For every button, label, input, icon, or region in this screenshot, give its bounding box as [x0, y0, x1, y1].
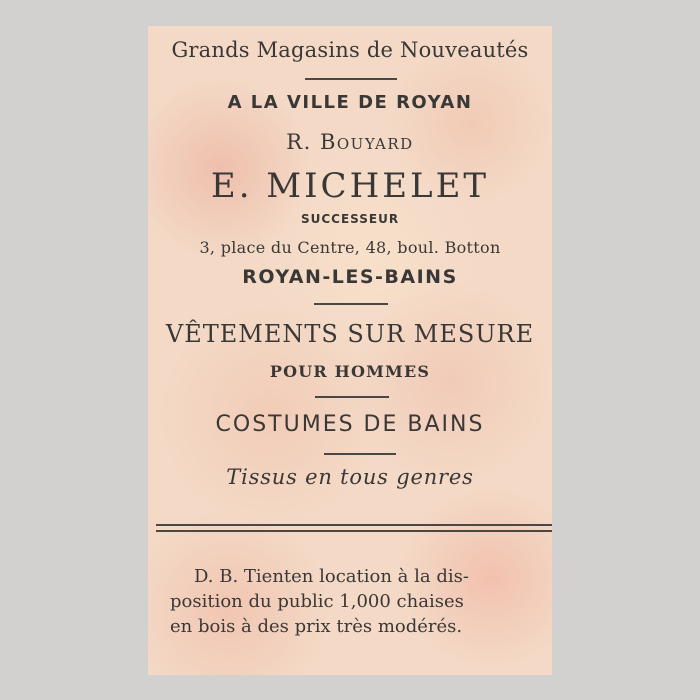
city: ROYAN-LES-BAINS	[242, 266, 458, 288]
fabrics-line: Tissus en tous genres	[226, 465, 474, 489]
header-text: Grands Magasins de Nouveautés	[171, 38, 529, 62]
divider-2	[314, 303, 388, 305]
notice-line: D. B. Tienten location à la dis-	[194, 566, 469, 587]
double-rule-bottom	[156, 530, 552, 532]
divider-3	[315, 396, 389, 398]
successor-label: SUCCESSEUR	[300, 212, 400, 226]
clothing-heading: VÊTEMENTS SUR MESURE	[165, 320, 535, 348]
notice-line: en bois à des prix très modérés.	[170, 616, 463, 637]
clothing-subheading: POUR HOMMES	[269, 362, 431, 381]
former-owner: R. Bouyard	[286, 130, 414, 154]
divider-4	[324, 453, 396, 455]
notice-line: position du public 1,000 chaises	[170, 591, 464, 612]
address: 3, place du Centre, 48, boul. Botton	[199, 238, 501, 257]
owner-name: E. MICHELET	[210, 166, 490, 206]
store-name: A LA VILLE DE ROYAN	[227, 92, 473, 113]
double-rule-top	[156, 524, 552, 526]
bathing-costumes: COSTUMES DE BAINS	[215, 412, 485, 437]
trade-card	[148, 26, 552, 675]
divider-1	[305, 78, 397, 80]
